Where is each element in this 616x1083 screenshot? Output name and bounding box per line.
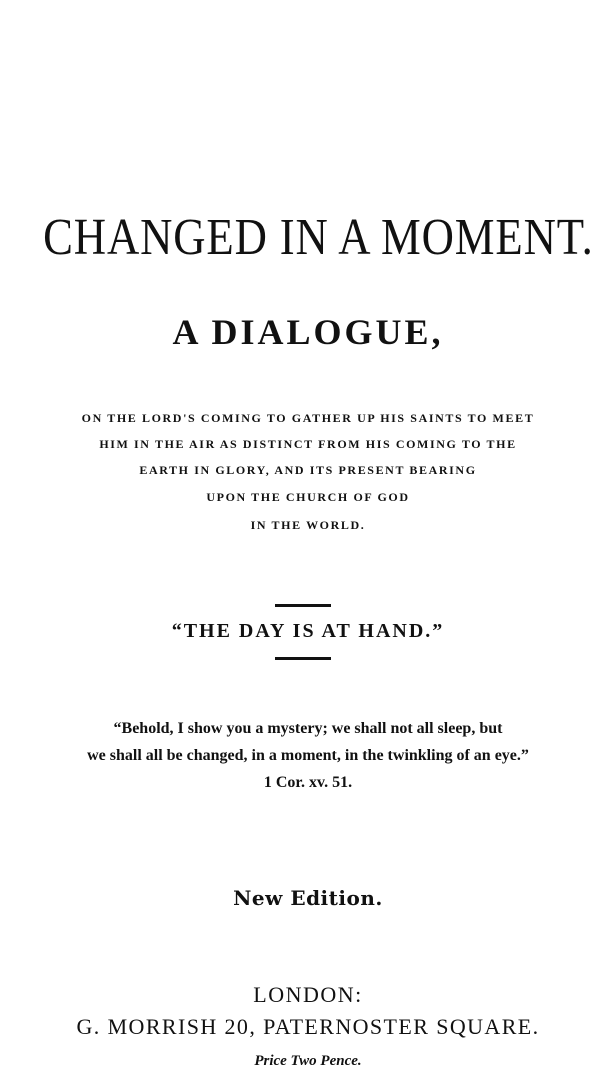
description-line: EARTH IN GLORY, AND ITS PRESENT BEARING [139, 463, 477, 477]
description-line: HIM IN THE AIR AS DISTINCT FROM HIS COMING TO THE [99, 437, 517, 451]
price-label: Price Two Pence. [254, 1053, 362, 1069]
divider-rule [275, 604, 331, 607]
page-title: CHANGED IN A MOMENT. [43, 209, 594, 266]
scripture-reference: 1 Cor. xv. 51. [263, 774, 353, 791]
edition-label: New Edition. [233, 886, 383, 910]
publisher-city: LONDON: [253, 982, 363, 1007]
page-subtitle: A DIALOGUE, [172, 312, 444, 352]
publisher-address: G. MORRISH 20, PATERNOSTER SQUARE. [76, 1014, 540, 1039]
description-line: ON THE LORD'S COMING TO GATHER UP HIS SAINTS TO MEET [81, 411, 535, 425]
scripture-quote-line: “Behold, I show you a mystery; we shall not all sleep, but [113, 720, 503, 737]
scripture-quote-line: we shall all be changed, in a moment, in the twinkling of an eye.” [87, 747, 529, 764]
description-line: UPON THE CHURCH OF GOD [206, 490, 410, 504]
description-line: IN THE WORLD. [250, 518, 366, 532]
divider-rule [275, 657, 331, 660]
motto: “THE DAY IS AT HAND.” [171, 620, 445, 642]
